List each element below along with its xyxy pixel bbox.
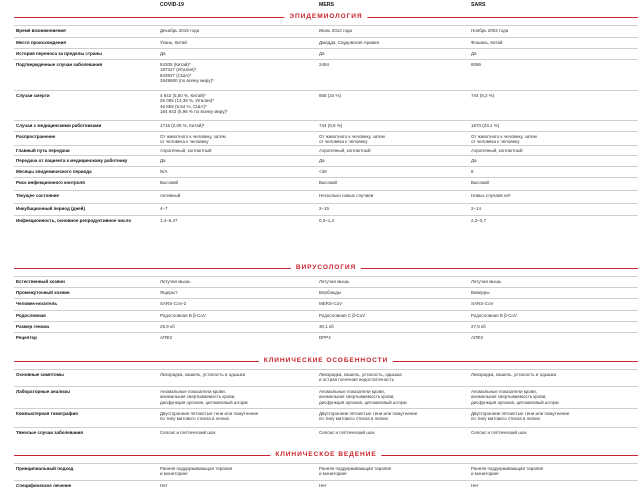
cell-covid: Ящеры? (160, 290, 178, 295)
cell-covid: 4 642 (5,50 %, Китай)* 25 085 (13,39 %, Италия)* 46 858 (5,54 %, США)* 184 643 (6,96 % по всему миру)* (160, 93, 228, 114)
cell-mers: Лихорадка, кашель, усталость, одышка и острая почечная недостаточность (319, 372, 402, 383)
row-label: Текущее состояние (16, 193, 59, 198)
cell-sars: АПФ2 (471, 335, 484, 340)
cell-covid: От животного к человеку, затем от человека к человеку (160, 134, 226, 145)
table-row (14, 408, 638, 428)
cell-mers: Родословная C β-CoV (319, 313, 366, 318)
row-label: Человек-носитель (16, 301, 58, 306)
cell-mers: Верблюды (319, 290, 342, 295)
cell-mers: DPP4 (319, 335, 331, 340)
cell-sars: Аномальные показатели крови, аномальная свертываемость крови, дисфункция органов, цитокиновый шторм (471, 389, 559, 405)
table-row (14, 480, 638, 494)
cell-covid: N/A (160, 169, 168, 174)
cell-sars: Ноябрь 2002 года (471, 28, 509, 33)
row-label: Время возникновения (16, 28, 66, 33)
cell-mers: <39 (319, 169, 327, 174)
section-header (14, 450, 638, 460)
table-row (14, 386, 638, 409)
cell-covid: Активный (160, 193, 181, 198)
section-title: КЛИНИЧЕСКОЕ ВЕДЕНИЕ (270, 451, 381, 459)
column-header-mers: MERS (319, 2, 334, 8)
cell-sars: Фошань, Китай (471, 40, 503, 45)
cell-mers: Ранняя поддерживающая терапия и мониторинг (319, 466, 392, 477)
cell-sars: Да (471, 158, 477, 163)
section-header (14, 356, 638, 366)
section-title: КЛИНИЧЕСКИЕ ОСОБЕННОСТИ (259, 357, 393, 365)
cell-mers: Июнь 2012 года (319, 28, 353, 33)
cell-covid: Ухань, Китай (160, 40, 187, 45)
cell-sars: Нет (471, 483, 479, 488)
row-label: Случаи с медицинскими работниками (16, 123, 102, 128)
row-label: Промежуточный хозяин (16, 290, 70, 295)
row-label: Родословная (16, 313, 46, 318)
row-label: Распространение (16, 134, 56, 139)
cell-sars: Лихорадка, кашель, усталость и одышка (471, 372, 557, 377)
cell-covid: 29,9 кб (160, 324, 175, 329)
cell-mers: Летучая мышь (319, 279, 350, 284)
cell-covid: SARS-CoV-2 (160, 301, 187, 306)
cell-sars: Ранняя поддерживающая терапия и мониторинг (471, 466, 544, 477)
cell-sars: 27,9 кб (471, 324, 486, 329)
cell-mers: 744 (9,8 %) (319, 123, 343, 128)
cell-mers: Двусторонние пятнистые тени или помутнение по типу матового стекла в легких (319, 411, 418, 422)
column-header-sars: SARS (471, 2, 486, 8)
row-label: Передача от пациента к медицинскому работнику (16, 158, 128, 163)
cell-mers: 858 (34 %) (319, 93, 342, 98)
table-row (14, 463, 638, 481)
cell-sars: 1870 (23,1 %) (471, 123, 500, 128)
cell-covid: Сепсис и септический шок (160, 430, 216, 435)
cell-covid: 4–7 (160, 206, 168, 211)
section-title: ЭПИДЕМИОЛОГИЯ (284, 13, 367, 21)
cell-sars: Аэрогенный, контактный (471, 148, 523, 153)
cell-mers: MERS-CoV (319, 301, 343, 306)
row-label: Специфическое лечение (16, 483, 72, 488)
row-label: Лабораторные анализы (16, 389, 70, 394)
cell-covid: Да (160, 51, 166, 56)
row-label: Случаи смерти (16, 93, 50, 98)
cell-sars: Двусторонние пятнистые тени или помутнение по типу матового стекла в легких (471, 411, 570, 422)
cell-covid: 1716 (2,05 %, Китай)* (160, 123, 205, 128)
row-label: Инфекционность, основное репродуктивное число (16, 218, 132, 223)
cell-mers: Да (319, 158, 325, 163)
cell-sars: SARS-CoV (471, 301, 494, 306)
table-row (14, 215, 638, 228)
cell-mers: Сепсис и септический шок (319, 430, 375, 435)
cell-covid: Аномальные показатели крови, аномальная свертываемость крови, дисфункция органов, цитокиновый шторм (160, 389, 248, 405)
cell-mers: От животного к человеку, затем от человека к человеку (319, 134, 385, 145)
cell-sars: Летучая мышь (471, 279, 502, 284)
cell-sars: Родословная B β-CoV (471, 313, 517, 318)
cell-covid: Да (160, 158, 166, 163)
row-label: Главный путь передачи (16, 148, 70, 153)
cell-sars: Новых случаев нет (471, 193, 511, 198)
row-label: Естественный хозяин (16, 279, 65, 284)
cell-mers: Да (319, 51, 325, 56)
section-header (14, 263, 638, 273)
cell-covid: 1,4–6,47 (160, 218, 178, 223)
cell-covid: Лихорадка, кашель, усталость и одышка (160, 372, 246, 377)
cell-mers: Аномальные показатели крови, аномальная свертываемость крови, дисфункция органов, цитокиновый шторм (319, 389, 407, 405)
table-row (14, 427, 638, 443)
table-row (14, 369, 638, 387)
table-row (14, 90, 638, 121)
cell-mers: Джидда, Саудовская Аравия (319, 40, 380, 45)
row-label: Принципиальный подход (16, 466, 74, 471)
row-label: Месяцы эпидемического периода (16, 169, 92, 174)
cell-sars: 8 (471, 169, 474, 174)
row-label: История переноса за пределы страны (16, 51, 102, 56)
cell-mers: Высокий (319, 180, 338, 185)
column-header-covid: COVID-19 (160, 2, 184, 8)
row-label: Подтвержденные случаи заболевания (16, 62, 103, 67)
cell-sars: Виверры (471, 290, 490, 295)
cell-sars: 2–14 (471, 206, 482, 211)
cell-covid: Нет (160, 483, 168, 488)
cell-mers: Аэрогенный, контактный (319, 148, 371, 153)
table-row (14, 332, 638, 344)
section-title: ВИРУСОЛОГИЯ (291, 264, 361, 272)
cell-sars: 744 (9,2 %) (471, 93, 495, 98)
table-row (14, 177, 638, 191)
cell-mers: Несколько новых случаев (319, 193, 374, 198)
cell-mers: 2–15 (319, 206, 330, 211)
cell-mers: 0,3–1,3 (319, 218, 335, 223)
cell-sars: От животного к человеку, затем от человека к человеку (471, 134, 537, 145)
row-label: Инкубационный период (дней) (16, 206, 85, 211)
cell-covid: Летучая мышь (160, 279, 191, 284)
table-row (14, 59, 638, 91)
cell-sars: Высокий (471, 180, 490, 185)
cell-mers: 30,1 кб (319, 324, 334, 329)
cell-sars: Сепсис и септический шок (471, 430, 527, 435)
row-label: Тяжелые случаи заболевания (16, 430, 84, 435)
row-label: Риск инфекционного контроля (16, 180, 85, 185)
cell-mers: 2494 (319, 62, 330, 67)
cell-covid: Декабрь 2019 года (160, 28, 200, 33)
row-label: Место происхождения (16, 40, 67, 45)
cell-covid: Аэрогенный, контактный (160, 148, 212, 153)
table-row (14, 190, 638, 204)
row-label: Рецептор (16, 335, 38, 340)
row-label: Основные симптомы (16, 372, 64, 377)
cell-covid: Ранняя поддерживающая терапия и мониторинг (160, 466, 233, 477)
cell-covid: Родословная B β-CoV (160, 313, 206, 318)
cell-sars: 8096 (471, 62, 482, 67)
table-row (14, 131, 638, 146)
cell-covid: Двусторонние пятнистые тени или помутнение по типу матового стекла в легких (160, 411, 259, 422)
cell-covid: Высокий (160, 180, 179, 185)
row-label: Компьютерная томография (16, 411, 78, 416)
cell-sars: 2,2–3,7 (471, 218, 487, 223)
row-label: Размер генома (16, 324, 50, 329)
cell-covid: АПФ2 (160, 335, 173, 340)
cell-sars: Да (471, 51, 477, 56)
section-header (14, 12, 638, 22)
cell-covid: 84305 (Китай)* 187327 (Италия)* 843937 (США)* 2649680 (по всему миру)* (160, 62, 214, 83)
cell-mers: Нет (319, 483, 327, 488)
